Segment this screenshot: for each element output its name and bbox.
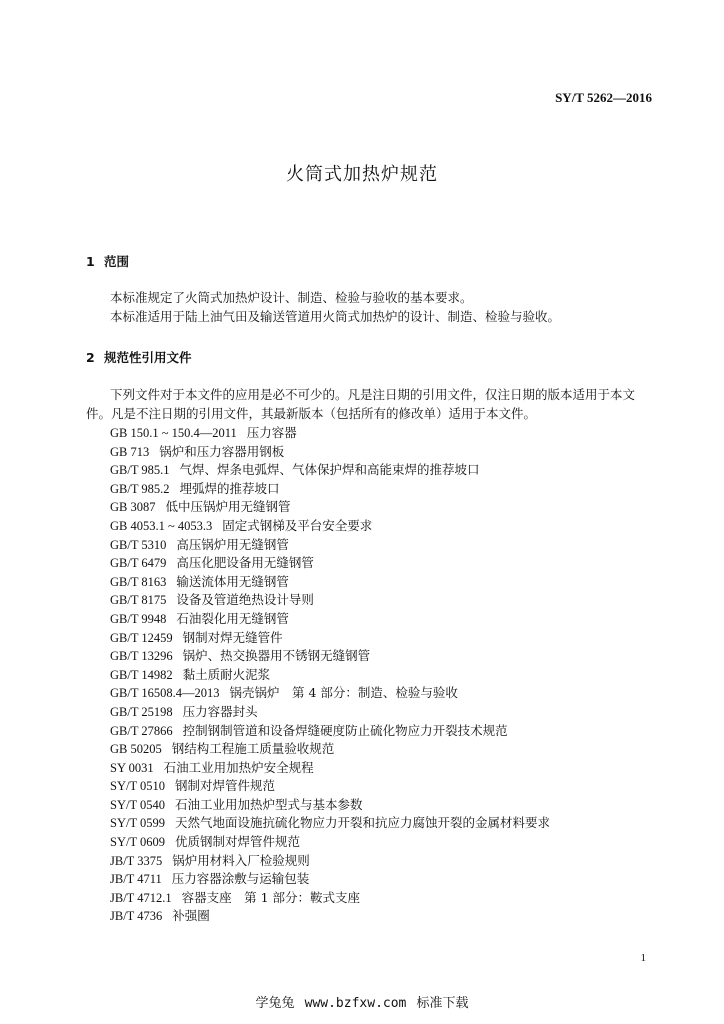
reference-code: GB/T 9948 <box>110 611 167 626</box>
reference-title: 固定式钢梯及平台安全要求 <box>222 517 373 533</box>
footer-tagline: 标准下载 <box>416 996 469 1011</box>
reference-title: 输送流体用无缝钢管 <box>176 573 289 589</box>
standard-code: SY/T 5262—2016 <box>555 90 652 105</box>
reference-item <box>110 852 550 871</box>
footer-site-name: 学兔兔 <box>255 996 295 1011</box>
footer-watermark <box>0 992 724 1011</box>
reference-title: 石油工业用加热炉型式与基本参数 <box>175 796 363 812</box>
reference-item <box>110 907 550 926</box>
reference-code: GB/T 985.1 <box>110 463 170 478</box>
section-1-paragraph: 本标准规定了火筒式加热炉设计、制造、检验与验收的基本要求。 <box>110 290 473 305</box>
reference-code: GB 150.1 ~ 150.4—2011 <box>110 426 237 440</box>
reference-title: 锅炉、热交换器用不锈钢无缝钢管 <box>182 648 371 664</box>
reference-title: 埋弧焊的推荐坡口 <box>179 480 280 496</box>
section-1-number: 1 <box>86 254 95 269</box>
reference-code: GB/T 25198 <box>110 704 173 719</box>
reference-title: 黏土质耐火泥浆 <box>182 666 271 682</box>
reference-item <box>110 536 550 555</box>
reference-code: GB/T 16508.4—2013 <box>110 686 220 701</box>
reference-item <box>110 443 550 462</box>
reference-code: GB/T 985.2 <box>110 481 170 496</box>
reference-item <box>110 629 550 648</box>
reference-item <box>110 480 550 499</box>
reference-title: 设备及管道绝热设计导则 <box>176 592 314 608</box>
reference-code: GB 713 <box>110 444 150 459</box>
footer-link[interactable]: www.bzfxw.com <box>304 996 407 1011</box>
reference-title: 压力容器封头 <box>182 703 258 719</box>
reference-title: 压力容器 <box>246 425 297 440</box>
reference-code: GB/T 14982 <box>110 667 173 682</box>
reference-title: 控制钢制管道和设备焊缝硬度防止硫化物应力开裂技术规范 <box>182 722 508 738</box>
reference-item <box>110 703 550 722</box>
reference-title: 优质钢制对焊管件规范 <box>175 834 301 850</box>
reference-item <box>110 666 550 685</box>
section-2-heading <box>86 348 192 366</box>
reference-title: 高压锅炉用无缝钢管 <box>176 536 289 552</box>
reference-item <box>110 722 550 741</box>
reference-title: 补强圈 <box>172 908 210 924</box>
reference-title: 天然气地面设施抗硫化物应力开裂和抗应力腐蚀开裂的金属材料要求 <box>175 815 551 831</box>
reference-code: SY/T 0609 <box>110 835 165 850</box>
section-2-number: 2 <box>86 350 95 365</box>
reference-item <box>110 870 550 889</box>
reference-code: GB 3087 <box>110 500 156 515</box>
reference-code: JB/T 4711 <box>110 872 162 887</box>
section-1-title: 范围 <box>104 254 130 269</box>
reference-title: 锅壳锅炉 第 4 部分：制造、检验与验收 <box>229 685 458 701</box>
reference-title: 高压化肥设备用无缝钢管 <box>176 555 314 571</box>
reference-code: GB/T 5310 <box>110 537 167 552</box>
reference-item <box>110 424 550 443</box>
reference-title: 锅炉和压力容器用钢板 <box>159 443 285 459</box>
reference-code: GB/T 6479 <box>110 556 167 571</box>
reference-title: 锅炉用材料入厂检验规则 <box>172 852 310 868</box>
reference-item <box>110 759 550 778</box>
reference-title: 石油裂化用无缝钢管 <box>176 610 289 626</box>
reference-item <box>110 777 550 796</box>
document-title: 火筒式加热炉规范 <box>286 164 438 185</box>
reference-title: 压力容器涂敷与运输包装 <box>171 871 310 887</box>
reference-title: 钢制对焊管件规范 <box>175 778 276 794</box>
reference-code: SY/T 0599 <box>110 816 165 831</box>
reference-code: GB/T 8163 <box>110 574 167 589</box>
reference-title: 钢制对焊无缝管件 <box>182 629 283 645</box>
section-1-paragraph: 本标准适用于陆上油气田及输送管道用火筒式加热炉的设计、制造、检验与验收。 <box>110 309 561 324</box>
reference-title: 钢结构工程施工质量验收规范 <box>171 741 335 757</box>
reference-code: JB/T 4736 <box>110 909 163 924</box>
reference-item <box>110 554 550 573</box>
reference-code: GB 4053.1 ~ 4053.3 <box>110 518 213 533</box>
section-2-intro: 下列文件对于本文件的应用是必不可少的。凡是注日期的引用文件，仅注日期的版本适用于本文件。凡是不注日期的引用文件，其最新版本（包括所有的修改单）适用于本文件。 <box>86 387 636 421</box>
reference-title: 石油工业用加热炉安全规程 <box>163 759 314 775</box>
reference-code: GB/T 13296 <box>110 649 173 664</box>
reference-item <box>110 591 550 610</box>
reference-code: JB/T 3375 <box>110 853 163 868</box>
reference-item <box>110 573 550 592</box>
reference-item <box>110 498 550 517</box>
reference-code: GB/T 8175 <box>110 593 167 608</box>
reference-item <box>110 814 550 833</box>
reference-code: GB/T 27866 <box>110 723 173 738</box>
reference-code: SY/T 0540 <box>110 797 165 812</box>
section-2-title: 规范性引用文件 <box>104 350 192 365</box>
reference-list <box>110 424 550 926</box>
reference-title: 气焊、焊条电弧焊、气体保护焊和高能束焊的推荐坡口 <box>179 462 480 478</box>
reference-item <box>110 461 550 480</box>
reference-code: GB/T 12459 <box>110 630 173 645</box>
reference-item <box>110 684 550 703</box>
page-number: 1 <box>640 952 646 964</box>
reference-code: GB 50205 <box>110 742 162 757</box>
reference-item <box>110 610 550 629</box>
reference-item <box>110 647 550 666</box>
reference-item <box>110 740 550 759</box>
reference-code: SY/T 0510 <box>110 779 165 794</box>
reference-code: JB/T 4712.1 <box>110 890 172 905</box>
reference-code: SY 0031 <box>110 760 154 775</box>
reference-item <box>110 833 550 852</box>
reference-item <box>110 889 550 908</box>
section-1-heading <box>86 252 129 270</box>
reference-title: 低中压锅炉用无缝钢管 <box>165 499 291 515</box>
reference-item <box>110 796 550 815</box>
reference-item <box>110 517 550 536</box>
reference-title: 容器支座 第 1 部分：鞍式支座 <box>181 889 360 905</box>
